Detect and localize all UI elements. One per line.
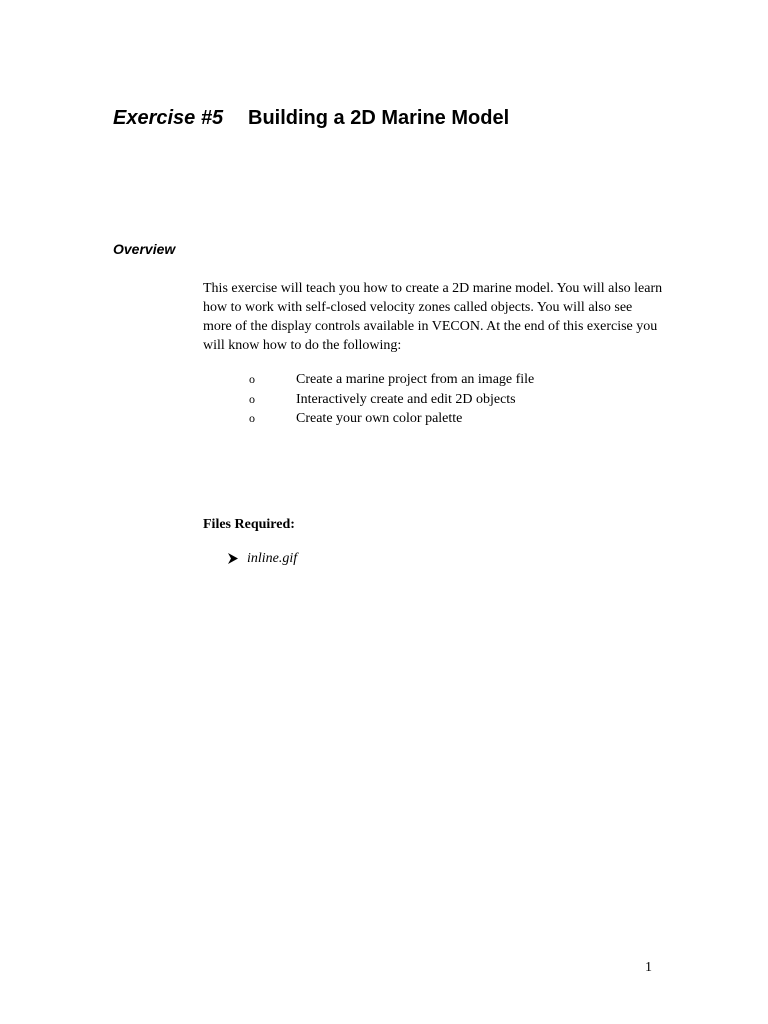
overview-paragraph: This exercise will teach you how to create a 2D marine model. You will also learn how to work with self-closed velocity zones called objects. You will also see more of the display controls available in VECON. At the end of this exercise you will know how to do the following: bbox=[203, 281, 663, 353]
exercise-number: Exercise #5 bbox=[113, 107, 224, 129]
overview-heading: Overview bbox=[113, 241, 176, 257]
list-item bbox=[203, 390, 534, 410]
list-item bbox=[203, 370, 534, 390]
list-item-text: Interactively create and edit 2D objects bbox=[296, 391, 516, 407]
files-required-heading: Files Required: bbox=[203, 517, 295, 532]
page-number: 1 bbox=[645, 960, 652, 975]
page-title bbox=[113, 107, 509, 135]
list-item bbox=[203, 409, 534, 429]
list-item-text: Create a marine project from an image file bbox=[296, 372, 535, 387]
objectives-list bbox=[203, 370, 534, 429]
list-item-text: Create your own color palette bbox=[296, 411, 463, 426]
bullet-marker: o bbox=[249, 372, 255, 386]
bullet-marker: o bbox=[249, 411, 255, 425]
list-item bbox=[227, 551, 297, 567]
exercise-title: Building a 2D Marine Model bbox=[248, 107, 510, 129]
arrowhead-bullet-icon bbox=[227, 552, 247, 566]
bullet-marker: o bbox=[249, 391, 255, 406]
files-list bbox=[227, 551, 297, 567]
file-name: inline.gif bbox=[247, 551, 298, 566]
